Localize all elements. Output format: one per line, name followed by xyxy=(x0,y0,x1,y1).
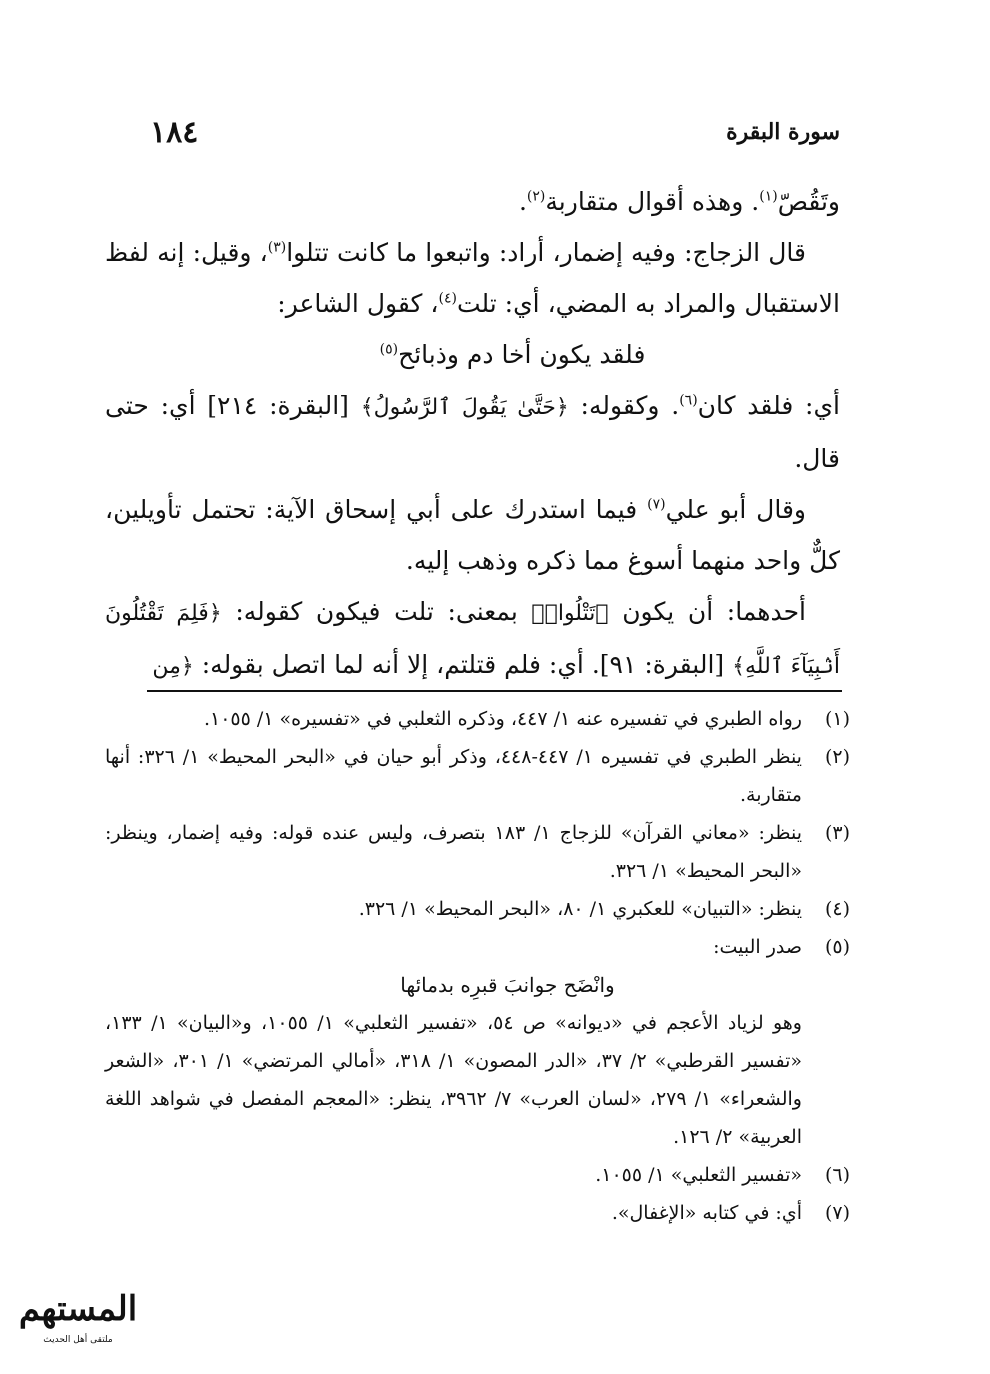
main-text xyxy=(105,176,840,692)
publisher-logo-icon xyxy=(8,1272,148,1352)
logo-subtext: ملتقى أهل الحديث xyxy=(43,1335,113,1345)
footnote-ref[interactable]: (٧) xyxy=(647,496,666,513)
footnote-number: (٣) xyxy=(824,822,850,844)
footnote-number: (٧) xyxy=(824,1202,850,1224)
text-run: فيما استدرك على أبي إسحاق الآية: تحتمل تأويلين، كلٌّ واحد منهما أسوغ مما ذكره وذهب إليه. xyxy=(105,495,840,575)
paragraph-1 xyxy=(105,176,840,227)
footnote-number: (٥) xyxy=(824,936,850,958)
footnote-text: أي: في كتابه «الإغفال». xyxy=(611,1202,802,1224)
paragraph-5 xyxy=(105,586,840,692)
surah-title: سورة البقرة xyxy=(726,119,840,145)
footnote-text: صدر البيت: xyxy=(713,936,802,958)
footnote-ref[interactable]: (٤) xyxy=(438,290,457,307)
footnote-number-spacer xyxy=(802,1004,850,1156)
text-run: بمعنى: تلت فيكون كقوله: xyxy=(221,597,532,626)
text-run: [البقرة: ٩١]. أي: فلم قتلتم، إلا أنه لما اتصل بقوله: xyxy=(193,650,733,679)
footnote-text: وهو لزياد الأعجم في «ديوانه» ص ٥٤، «تفسير الثعلبي» ١/ ١٠٥٥، و«البيان» ١/ ١٣٣، «تفسير القرطبي» ٢/ ٣٧، «الدر المصون» ١/ ٣١٨، «أمالي المرتضي» ١/ ٣٠١، «الشعر والشعراء» ١/ ٢٧٩، «لسان العرب» ٧/ ٣٩٦٢، ينظر: «المعجم المفصل في شواهد اللغة العربية» ٢/ ١٢٦. xyxy=(105,1012,802,1148)
footnote-text: ينظر: «معاني القرآن» للزجاج ١/ ١٨٣ بتصرف، وليس عنده قوله: وفيه إضمار، وينظر: «البحر المحيط» ١/ ٣٢٦. xyxy=(105,822,802,882)
footnote-ref[interactable]: (١) xyxy=(759,188,778,205)
footnote-6 xyxy=(105,1156,850,1194)
text-run: أي: فلقد كان xyxy=(697,391,840,420)
footnote-number: (٤) xyxy=(824,898,850,920)
verse-text: فلقد يكون أخا دم وذبائح xyxy=(398,340,646,369)
text-run: . وهذه أقوال متقاربة xyxy=(545,187,760,216)
footnote-5 xyxy=(105,928,850,966)
footnote-text: ينظر: «التبيان» للعكبري ١/ ٨٠، «البحر المحيط» ١/ ٣٢٦. xyxy=(358,898,802,920)
paragraph-3 xyxy=(105,380,840,484)
footnote-text: «تفسير الثعلبي» ١/ ١٠٥٥. xyxy=(595,1164,802,1186)
text-run: وتَقُصّ xyxy=(777,187,840,216)
footnote-number: (١) xyxy=(824,708,850,730)
page-number: ١٨٤ xyxy=(150,114,199,150)
footnote-4 xyxy=(105,890,850,928)
quran-quote: ﴿مِن xyxy=(152,654,194,679)
footnote-5-continued xyxy=(105,1004,850,1156)
text-run: ، وقيل: إنه لفظ الاستقبال والمراد به المضي، أي: تلت xyxy=(105,238,840,318)
footnote-ref[interactable]: (٣) xyxy=(267,239,287,256)
footnotes xyxy=(105,700,850,1232)
footnote-1 xyxy=(105,700,850,738)
footnote-text: ينظر الطبري في تفسيره ١/ ٤٤٧-٤٤٨، وذكر أبو حيان في «البحر المحيط» ١/ ٣٢٦: أنها متقاربة. xyxy=(105,746,802,806)
text-run: . وكقوله: xyxy=(568,391,680,420)
quran-quote: ﴿فَلِمَ تَقْتُلُونَ أَنۢبِيَآءَ ٱللَّهِ﴾ xyxy=(105,601,840,679)
text-run: . xyxy=(518,187,527,216)
text-run: ، كقول الشاعر: xyxy=(277,289,439,318)
page-header xyxy=(150,112,840,152)
footnote-ref[interactable]: (٦) xyxy=(679,392,698,409)
quran-quote: ﴿حَتَّىٰ يَقُولَ ٱلرَّسُولُ﴾ xyxy=(360,395,569,420)
paragraph-2 xyxy=(105,227,840,329)
footnote-7 xyxy=(105,1194,850,1232)
text-run: [البقرة: ٢١٤] أي: حتى قال. xyxy=(105,391,840,473)
logo-text: المستهم xyxy=(18,1289,138,1329)
footnote-3 xyxy=(105,814,850,890)
footnote-verse: وانْضَح جوانبَ قبرِه بدمائها xyxy=(400,973,615,997)
text-run: قال الزجاج: وفيه إضمار، أراد: واتبعوا ما كانت تتلوا xyxy=(286,238,806,267)
footnote-ref[interactable]: (٥) xyxy=(379,341,399,358)
text-run: أحدهما: أن يكون xyxy=(608,597,806,626)
text-run: وقال أبو علي xyxy=(665,495,806,524)
footnote-divider xyxy=(147,690,842,692)
quran-quote: ﴿تَتْلُوا۟﴾ xyxy=(531,601,609,626)
footnote-2 xyxy=(105,738,850,814)
paragraph-4 xyxy=(105,484,840,586)
footnote-number: (٦) xyxy=(824,1164,850,1186)
poetry-verse xyxy=(105,329,840,380)
footnote-ref[interactable]: (٢) xyxy=(526,188,546,205)
footnote-number: (٢) xyxy=(824,746,850,768)
footnote-text: رواه الطبري في تفسيره عنه ١/ ٤٤٧، وذكره الثعلبي في «تفسيره» ١/ ١٠٥٥. xyxy=(203,708,802,730)
